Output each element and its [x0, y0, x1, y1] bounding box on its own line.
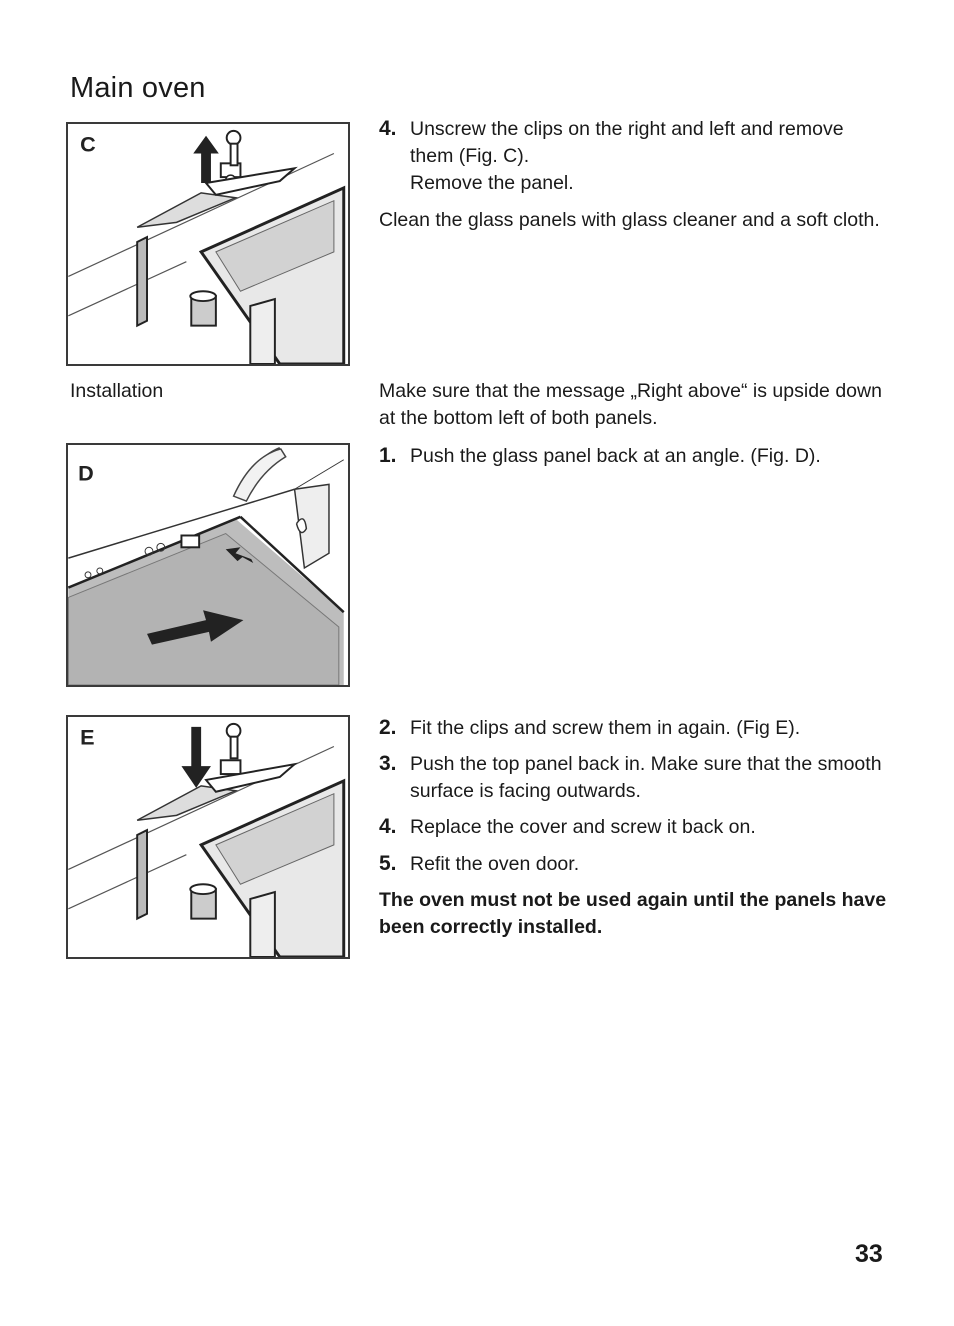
step-number: 3.: [379, 752, 397, 775]
step-text: Unscrew the clips on the right and left and remove them (Fig. C).: [410, 118, 844, 167]
warning-text: The oven must not be used again until the panels have been correctly installed.: [379, 889, 887, 938]
installation-step-1: [379, 443, 889, 470]
figure-c-letter: C: [80, 131, 96, 157]
page-title: Main oven: [70, 72, 206, 104]
step-text: Push the glass panel back at an angle. (Fig. D).: [410, 445, 821, 467]
figure-e-illustration: [68, 717, 348, 957]
figure-d-letter: D: [78, 460, 94, 486]
figure-d-illustration: [68, 445, 348, 685]
step-number: 1.: [379, 444, 397, 467]
step-number: 4.: [379, 815, 397, 838]
installation-step-4: [379, 814, 889, 841]
page-number: 33: [855, 1240, 883, 1268]
clean-instruction: Clean the glass panels with glass cleaner and a soft cloth.: [379, 209, 880, 231]
removal-step-4: [379, 116, 889, 197]
step-text-2: Remove the panel.: [410, 172, 574, 194]
arrow-down-icon: [181, 727, 211, 788]
step-number: 2.: [379, 716, 397, 739]
arrow-up-icon: [193, 136, 219, 183]
step-text: Push the top panel back in. Make sure that the smooth surface is facing outwards.: [410, 753, 882, 802]
screw-icon: [227, 131, 241, 165]
installation-step-2: [379, 715, 889, 742]
installation-step-5: [379, 851, 889, 878]
screw-icon: [227, 724, 241, 758]
figure-e-letter: E: [80, 724, 95, 750]
step-text: Refit the oven door.: [410, 853, 580, 875]
figure-c-illustration: [68, 124, 348, 364]
step-text: Replace the cover and screw it back on.: [410, 816, 756, 838]
step-number: 4.: [379, 117, 397, 140]
installation-step-3: [379, 751, 889, 805]
step-text: Fit the clips and screw them in again. (Fig E).: [410, 717, 801, 739]
installation-heading: Installation: [70, 380, 164, 402]
installation-intro: Make sure that the message „Right above“ is upside down at the bottom left of both panels.: [379, 380, 882, 429]
figure-d: [66, 443, 350, 687]
step-number: 5.: [379, 852, 397, 875]
figure-c: [66, 122, 350, 366]
figure-e: [66, 715, 350, 959]
